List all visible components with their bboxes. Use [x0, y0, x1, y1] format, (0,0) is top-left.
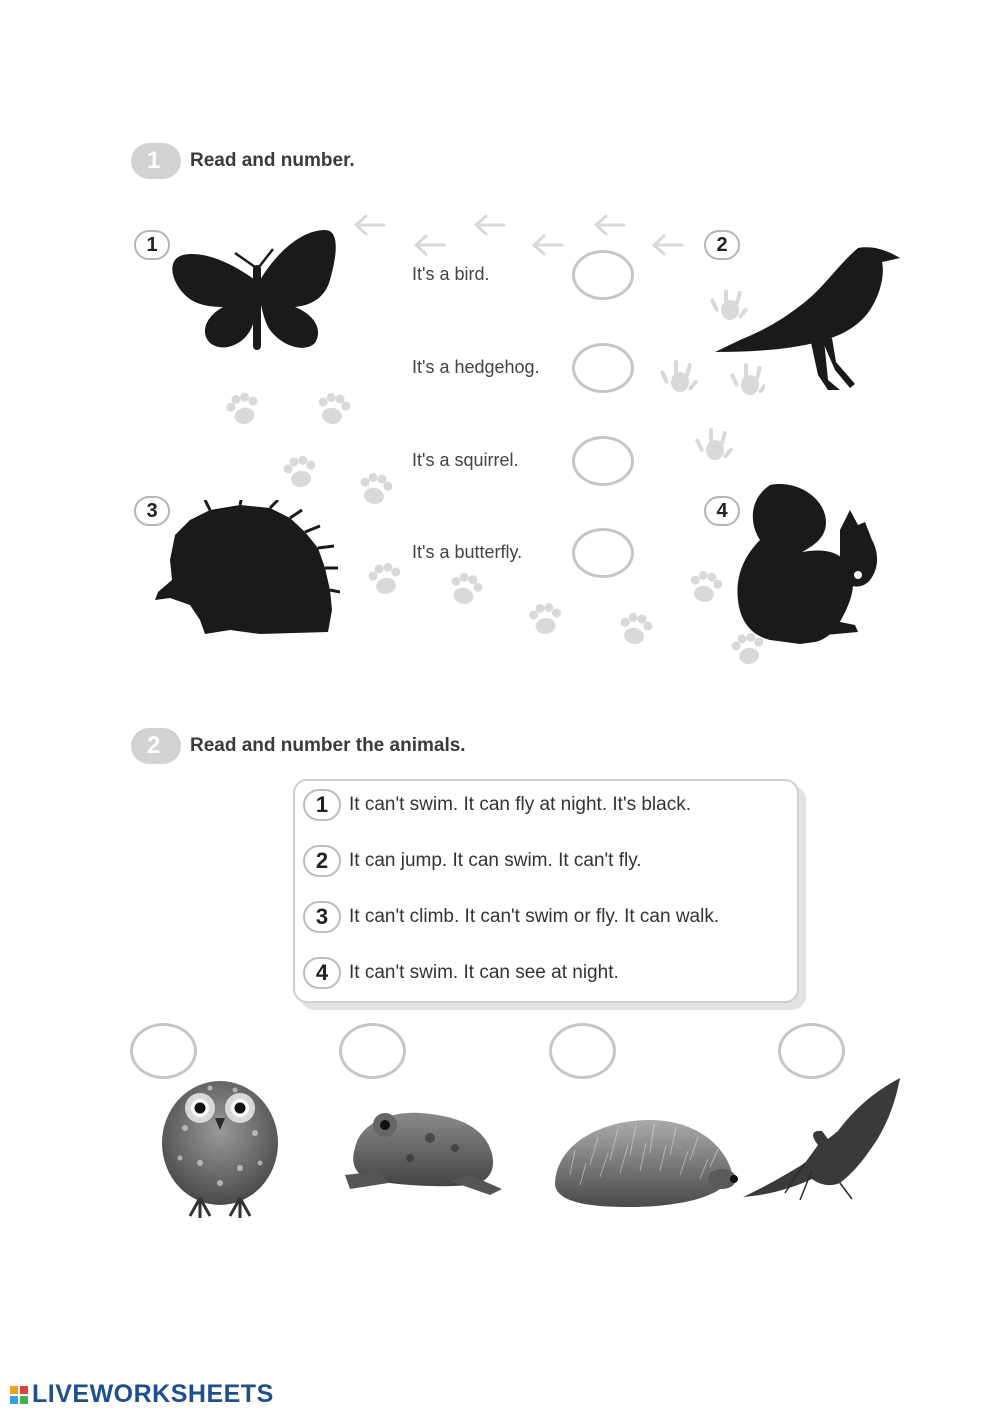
sentence-butterfly: It's a butterfly. — [412, 542, 523, 562]
answer-oval-squirrel[interactable] — [572, 436, 634, 486]
animal-number-3: 3 — [134, 496, 170, 526]
animal-number-4: 4 — [704, 496, 740, 526]
exercise-1-number: 1 — [147, 147, 161, 174]
crow-silhouette — [710, 240, 905, 395]
answer-oval-butterfly[interactable] — [572, 528, 634, 578]
clue-row-2 — [303, 845, 642, 877]
sentence-squirrel: It's a squirrel. — [412, 450, 519, 470]
clue-text-1: It can't swim. It can fly at night. It's black. — [349, 794, 691, 815]
clue-number-2: 2 — [303, 845, 341, 877]
squirrel-silhouette — [730, 480, 890, 650]
clue-row-4 — [303, 957, 619, 989]
sentence-hedgehog: It's a hedgehog. — [412, 357, 540, 377]
logo-grid-icon — [10, 1386, 28, 1404]
exercise-2-title: Read and number the animals. — [190, 735, 466, 756]
clue-box — [293, 779, 799, 1003]
hedgehog-silhouette — [150, 500, 340, 640]
exercise-1-badge — [131, 143, 181, 179]
clue-number-4: 4 — [303, 957, 341, 989]
answer-oval-hedgehog-photo[interactable] — [549, 1023, 616, 1079]
hedgehog-photo — [550, 1115, 740, 1210]
clue-row-1 — [303, 789, 691, 821]
answer-oval-bat[interactable] — [778, 1023, 845, 1079]
liveworksheets-logo — [10, 1380, 274, 1409]
answer-oval-frog[interactable] — [339, 1023, 406, 1079]
clue-text-2: It can jump. It can swim. It can't fly. — [349, 850, 642, 871]
clue-text-4: It can't swim. It can see at night. — [349, 962, 619, 983]
answer-oval-bird[interactable] — [572, 250, 634, 300]
animal-number-1: 1 — [134, 230, 170, 260]
exercise-2-number: 2 — [147, 732, 161, 759]
answer-oval-hedgehog[interactable] — [572, 343, 634, 393]
clue-number-1: 1 — [303, 789, 341, 821]
bat-photo — [740, 1075, 905, 1205]
animal-number-2: 2 — [704, 230, 740, 260]
clue-row-3 — [303, 901, 719, 933]
owl-photo — [155, 1068, 285, 1220]
butterfly-silhouette — [165, 225, 345, 360]
exercise-2-badge — [131, 728, 181, 764]
sentence-bird: It's a bird. — [412, 264, 490, 284]
logo-text: LIVEWORKSHEETS — [32, 1380, 274, 1408]
bird-tracks — [340, 200, 700, 260]
clue-number-3: 3 — [303, 901, 341, 933]
clue-text-3: It can't climb. It can't swim or fly. It can walk. — [349, 906, 720, 927]
frog-photo — [340, 1103, 505, 1203]
exercise-1-title: Read and number. — [190, 150, 355, 171]
